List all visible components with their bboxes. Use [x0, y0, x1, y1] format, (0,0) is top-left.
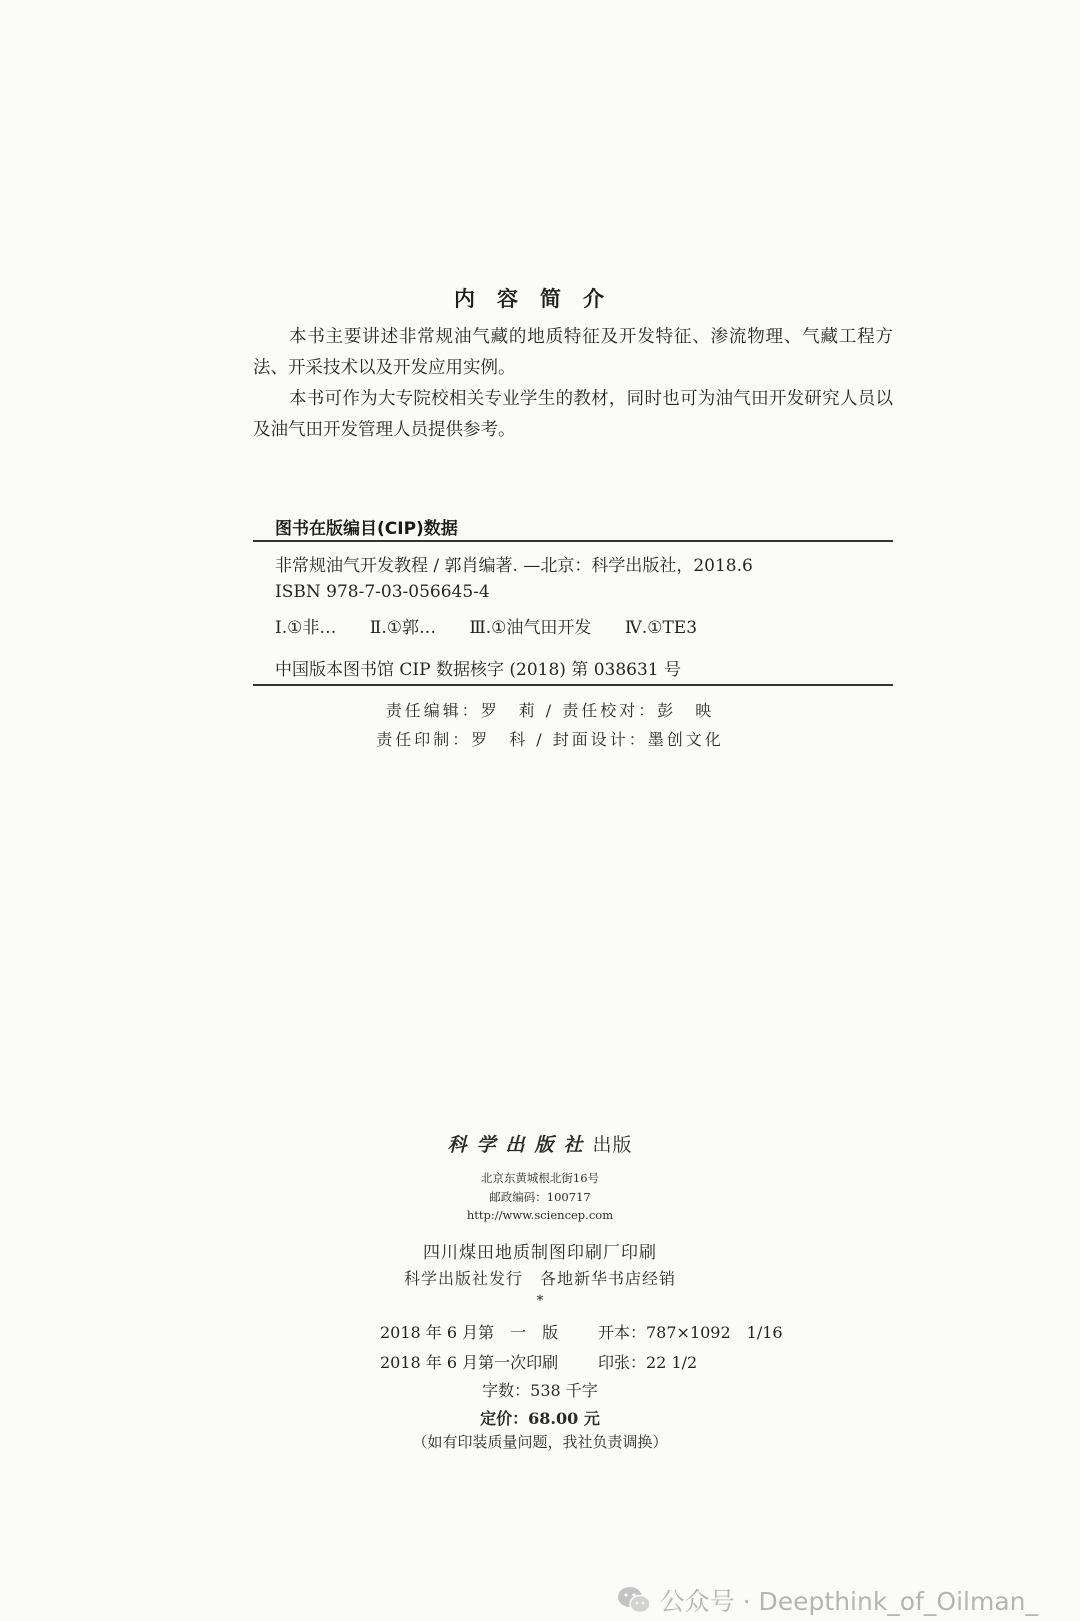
- cip-record-number: 中国版本图书馆 CIP 数据核字 (2018) 第 038631 号: [275, 660, 682, 680]
- publisher-address: 北京东黄城根北街16号: [480, 1171, 600, 1185]
- book-format: 开本：787×1092 1/16: [598, 1323, 783, 1342]
- publisher-url: http://www.sciencep.com: [466, 1208, 614, 1222]
- wechat-icon: [616, 1585, 652, 1621]
- publisher-postcode: 邮政编码：100717: [489, 1190, 591, 1204]
- intro-title: 内容简介: [454, 287, 626, 311]
- publisher-suffix: 出版: [592, 1134, 633, 1156]
- quality-note: （如有印装质量问题，我社负责调换）: [412, 1433, 668, 1451]
- distribution-line: 科学出版社发行 各地新华书店经销: [403, 1269, 676, 1288]
- cip-title-line: 非常规油气开发教程 / 郭肖编著. —北京：科学出版社，2018.6: [275, 556, 753, 576]
- separator-star: *: [536, 1293, 544, 1309]
- staff-line-1: 责任编辑：罗 莉 / 责任校对：彭 映: [385, 701, 715, 720]
- intro-paragraph-2: 本书可作为大专院校相关专业学生的教材，同时也可为油气田开发研究人员以及油气田开发管理人员提供参考。: [253, 389, 893, 440]
- edition-row-2: [380, 1350, 698, 1373]
- cip-class-3: Ⅲ.①油气田开发: [469, 618, 592, 638]
- cip-class-4: Ⅳ.①TE3: [624, 618, 698, 638]
- staff-line-2: 责任印制：罗 科 / 封面设计：墨创文化: [376, 730, 724, 749]
- cip-bottom-rule: [253, 684, 893, 686]
- cip-class-2: Ⅱ.①郭…: [369, 618, 436, 638]
- intro-paragraph-1: 本书主要讲述非常规油气藏的地质特征及开发特征、渗流物理、气藏工程方法、开采技术以及开发应用实例。: [253, 327, 893, 378]
- watermark: [616, 1582, 1038, 1621]
- cip-class-1: Ⅰ.①非…: [275, 618, 337, 638]
- watermark-text: 公众号 · Deepthink_of_Oilman_: [659, 1587, 1038, 1616]
- word-count: 字数：538 千字: [482, 1381, 598, 1400]
- price: 定价：68.00 元: [480, 1409, 600, 1428]
- cip-top-rule: [253, 540, 893, 542]
- print-date: 2018 年 6 月第一次印刷: [380, 1353, 559, 1372]
- cip-heading: 图书在版编目(CIP)数据: [275, 519, 458, 539]
- edition-row-1: [380, 1320, 783, 1343]
- cip-isbn: ISBN 978-7-03-056645-4: [275, 582, 490, 602]
- publisher-name: [0, 1130, 1080, 1157]
- edition-date: 2018 年 6 月第 一 版: [380, 1323, 559, 1342]
- cip-classification: [275, 613, 725, 638]
- publisher-logo-text: 科学出版社: [447, 1134, 593, 1156]
- print-sheets: 印张：22 1/2: [598, 1353, 698, 1372]
- printer-line: 四川煤田地质制图印刷厂印刷: [423, 1243, 657, 1263]
